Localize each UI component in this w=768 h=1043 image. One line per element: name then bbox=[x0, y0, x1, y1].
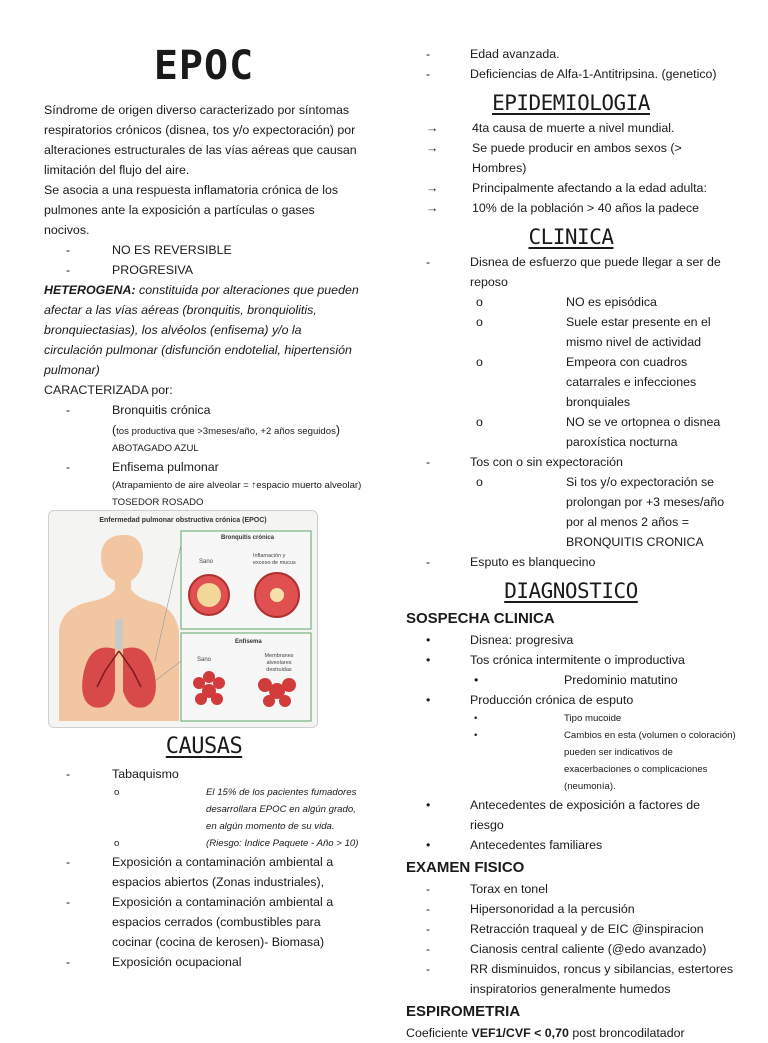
clinica-sub-text: NO se ve ortopnea o disnea paroxística nocturna bbox=[566, 415, 721, 449]
diag-subitem: • Cambios en esta (volumen o coloración) pueden ser indicativos de exacerbaciones o complicaciones (neumonía). bbox=[406, 727, 736, 795]
examen-heading: EXAMEN FISICO bbox=[406, 859, 525, 876]
clinica-subitem: o NO es episódica bbox=[406, 292, 736, 312]
causa-item: - Edad avanzada. bbox=[406, 44, 736, 64]
bronquitis-detail: tos productiva que >3meses/año, +2 años seguidos bbox=[116, 426, 336, 437]
causa-label: Tabaquismo bbox=[112, 767, 179, 781]
bronquitis-tag: ABOTAGADO AZUL bbox=[112, 443, 199, 454]
examen-item: - Hipersonoridad a la percusión bbox=[406, 899, 736, 919]
causa-subitem: o (Riesgo: Indice Paquete - Año > 10) bbox=[44, 835, 364, 852]
clinica-text: Disnea de esfuerzo que puede llegar a ser de reposo bbox=[470, 255, 721, 289]
diag-item: • Producción crónica de esputo bbox=[406, 690, 736, 710]
enfisema-label: Enfisema pulmonar bbox=[112, 460, 219, 474]
figure-title: Enfermedad pulmonar obstructiva crónica (EPOC) bbox=[99, 517, 267, 524]
clinica-sub-text: Suele estar presente en el mismo nivel de actividad bbox=[566, 315, 711, 349]
trachea bbox=[115, 619, 123, 649]
diag-text: Antecedentes familiares bbox=[470, 838, 603, 852]
diag-item: • Tos crónica intermitente o improductiva bbox=[406, 650, 736, 670]
causas-title: CAUSAS bbox=[165, 734, 243, 759]
sospecha-heading: SOSPECHA CLINICA bbox=[406, 610, 555, 627]
clinica-item: - Disnea de esfuerzo que puede llegar a ser de reposo bbox=[406, 252, 736, 292]
page-title: EPOC bbox=[153, 43, 255, 89]
causa-sub-text: (Riesgo: Indice Paquete - Año > 10) bbox=[206, 838, 359, 849]
causa-sub-text: El 15% de los pacientes fumadores desarrollara EPOC en algún grado, en algún momento de su vida. bbox=[206, 787, 357, 832]
examen-text: Hipersonoridad a la percusión bbox=[470, 902, 635, 916]
coeficiente-line bbox=[406, 1023, 736, 1043]
enfisema-tag: TOSEDOR ROSADO bbox=[112, 497, 204, 508]
causa-label: Edad avanzada. bbox=[470, 47, 560, 61]
heterogena-label: HETEROGENA: bbox=[44, 283, 136, 297]
causa-item: - Tabaquismo bbox=[44, 764, 364, 784]
diagnostico-title: DIAGNOSTICO bbox=[504, 579, 638, 603]
clinica-subitem: o Suele estar presente en el mismo nivel de actividad bbox=[406, 312, 736, 352]
examen-text: RR disminuidos, roncus y sibilancias, estertores inspiratorios generalmente humedos bbox=[470, 962, 734, 996]
causa-label: Deficiencias de Alfa-1-Antitripsina. (genetico) bbox=[470, 67, 717, 81]
enf-panel-title: Enfisema bbox=[235, 639, 262, 645]
diag-sub-text: Predominio matutino bbox=[564, 673, 678, 687]
causas-section bbox=[44, 732, 364, 972]
diag-sub-text: Tipo mucoide bbox=[564, 713, 622, 724]
diag-text: Antecedentes de exposición a factores de riesgo bbox=[470, 798, 701, 832]
examen-text: Torax en tonel bbox=[470, 882, 548, 896]
epi-text: 10% de la población > 40 años la padece bbox=[472, 201, 699, 215]
clinica-sub-text: Si tos y/o expectoración se prolongan por +3 meses/año por al menos 2 años = BRONQUITIS CRONICA bbox=[566, 475, 725, 549]
clinica-title: CLINICA bbox=[528, 225, 614, 249]
intro-definition: Síndrome de origen diverso caracterizado por síntomas respiratorios crónicos (disnea, tos y/o expectoración) por alteraciones estructurales de las vías aéreas que causan limitación del flujo del aire. bbox=[44, 103, 357, 177]
causa-item: - Exposición a contaminación ambiental a espacios cerrados (combustibles para cocinar (cocina de kerosen)- Biomasa) bbox=[44, 892, 364, 952]
diag-subitem: • Predominio matutino bbox=[406, 670, 736, 690]
clinica-text: Esputo es blanquecino bbox=[470, 555, 596, 569]
left-column bbox=[44, 0, 364, 511]
epi-item: → Principalmente afectando a la edad adulta: bbox=[406, 178, 736, 198]
causa-item: - Exposición ocupacional bbox=[44, 952, 364, 972]
diag-sub-text: Cambios en esta (volumen o coloración) pueden ser indicativos de exacerbaciones o complicaciones (neumonía). bbox=[564, 730, 736, 792]
bronq-panel-title: Bronquitis crónica bbox=[221, 535, 275, 541]
sano2-label: Sano bbox=[197, 657, 212, 663]
examen-text: Retracción traqueal y de EIC @inspiracion bbox=[470, 922, 704, 936]
examen-item: - Torax en tonel bbox=[406, 879, 736, 899]
coef-suffix: post broncodilatador bbox=[568, 1026, 685, 1040]
property-label: NO ES REVERSIBLE bbox=[112, 243, 232, 257]
clinica-sub-text: NO es episódica bbox=[566, 295, 657, 309]
heterogena-text: constituida por alteraciones que pueden afectar a las vías aéreas (bronquitis, bronquiolitis, bronquiectasias), los alvéolos (enfisema) y/o la circulación pulmonar (disfunción endotelial, hipertensión pulmonar) bbox=[44, 283, 359, 377]
coef-value: VEF1/CVF < 0,70 bbox=[471, 1026, 569, 1040]
clinica-subitem: o Si tos y/o expectoración se prolongan por +3 meses/año por al menos 2 años = BRONQUITIS CRONICA bbox=[406, 472, 736, 552]
intro-inflammation: Se asocia a una respuesta inflamatoria crónica de los pulmones ante la exposición a partículas o gases nocivos. bbox=[44, 183, 339, 237]
clinica-subitem: o NO se ve ortopnea o disnea paroxística nocturna bbox=[406, 412, 736, 452]
examen-item: - RR disminuidos, roncus y sibilancias, estertores inspiratorios generalmente humedos bbox=[406, 959, 736, 999]
diag-text: Producción crónica de esputo bbox=[470, 693, 634, 707]
clinica-item: - Tos con o sin expectoración bbox=[406, 452, 736, 472]
diag-text: Tos crónica intermitente o improductiva bbox=[470, 653, 685, 667]
causa-subitem: o El 15% de los pacientes fumadores desarrollara EPOC en algún grado, en algún momento de su vida. bbox=[44, 784, 364, 835]
enfisema-panel bbox=[181, 633, 311, 721]
property-label: PROGRESIVA bbox=[112, 263, 194, 277]
epi-text: Principalmente afectando a la edad adulta: bbox=[472, 181, 707, 195]
examen-text: Cianosis central caliente (@edo avanzado) bbox=[470, 942, 707, 956]
diag-item: • Antecedentes familiares bbox=[406, 835, 736, 855]
diag-subitem: • Tipo mucoide bbox=[406, 710, 736, 727]
causa-label: Exposición a contaminación ambiental a espacios abiertos (Zonas industriales), bbox=[112, 855, 334, 889]
property-item: - NO ES REVERSIBLE bbox=[44, 240, 364, 260]
epi-item: → 10% de la población > 40 años la padece bbox=[406, 198, 736, 218]
clinica-sub-text: Empeora con cuadros catarrales e infecciones bronquiales bbox=[566, 355, 697, 409]
membranas-label: Membranes alveolares destruidas bbox=[264, 653, 294, 673]
paren-close: ) bbox=[335, 423, 341, 437]
anatomy-drawing bbox=[49, 511, 317, 727]
epi-text: Se puede producir en ambos sexos (> Hombres) bbox=[472, 141, 682, 175]
paren-open: ( bbox=[112, 423, 117, 437]
causa-label: Exposición ocupacional bbox=[112, 955, 242, 969]
diag-item: • Antecedentes de exposición a factores de riesgo bbox=[406, 795, 736, 835]
clinica-text: Tos con o sin expectoración bbox=[470, 455, 623, 469]
bronquitis-item: - Bronquitis crónica (tos productiva que >3meses/año, +2 años seguidos) ABOTAGADO AZUL bbox=[44, 400, 364, 457]
epidemiologia-title: EPIDEMIOLOGIA bbox=[492, 91, 650, 115]
causa-item: - Exposición a contaminación ambiental a espacios abiertos (Zonas industriales), bbox=[44, 852, 364, 892]
inflam-label: Inflamación y exceso de mucus bbox=[253, 553, 296, 566]
diag-item: • Disnea: progresiva bbox=[406, 630, 736, 650]
examen-item: - Retracción traqueal y de EIC @inspiracion bbox=[406, 919, 736, 939]
diag-text: Disnea: progresiva bbox=[470, 633, 574, 647]
causa-label: Exposición a contaminación ambiental a espacios cerrados (combustibles para cocinar (cocina de kerosen)- Biomasa) bbox=[112, 895, 334, 949]
clinica-item: - Esputo es blanquecino bbox=[406, 552, 736, 572]
enfisema-detail: (Atrapamiento de aire alveolar = ↑espacio muerto alveolar) bbox=[112, 480, 362, 491]
coef-prefix: Coeficiente bbox=[406, 1026, 472, 1040]
epi-text: 4ta causa de muerte a nivel mundial. bbox=[472, 121, 675, 135]
examen-item: - Cianosis central caliente (@edo avanzado) bbox=[406, 939, 736, 959]
bronquitis-label: Bronquitis crónica bbox=[112, 403, 211, 417]
copd-illustration bbox=[48, 510, 318, 728]
right-column bbox=[406, 44, 736, 1043]
epi-item: → 4ta causa de muerte a nivel mundial. bbox=[406, 118, 736, 138]
causa-item: - Deficiencias de Alfa-1-Antitripsina. (genetico) bbox=[406, 64, 736, 84]
enfisema-item: - Enfisema pulmonar (Atrapamiento de aire alveolar = ↑espacio muerto alveolar) TOSEDOR ROSADO bbox=[44, 457, 364, 511]
property-item: - PROGRESIVA bbox=[44, 260, 364, 280]
clinica-subitem: o Empeora con cuadros catarrales e infecciones bronquiales bbox=[406, 352, 736, 412]
caracterizada-label: CARACTERIZADA por: bbox=[44, 383, 173, 397]
epi-item: → Se puede producir en ambos sexos (> Hombres) bbox=[406, 138, 736, 178]
sano-label: Sano bbox=[199, 559, 214, 565]
heterogena-paragraph bbox=[44, 280, 362, 380]
espirometria-heading: ESPIROMETRIA bbox=[406, 1003, 521, 1020]
